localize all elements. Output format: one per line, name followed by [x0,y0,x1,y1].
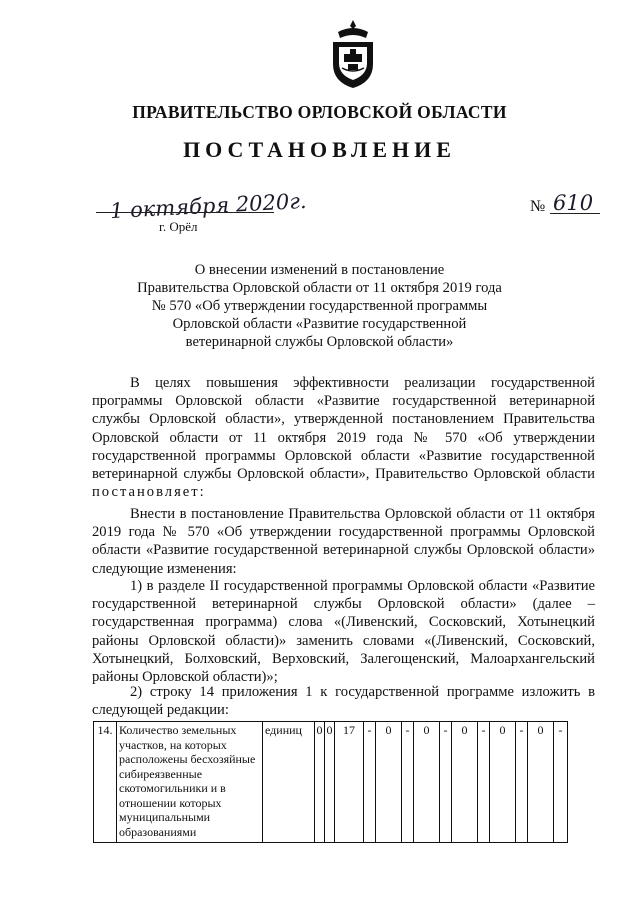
value-cell: 17 [335,722,364,843]
resolves-word: постановляет: [92,484,206,501]
subject-line: ветеринарной службы Орловской области» [185,334,454,350]
handwritten-date: 1 октября 2020г. [109,188,308,224]
number-underline [550,213,600,214]
table-row [94,722,568,843]
government-title: ПРАВИТЕЛЬСТВО ОРЛОВСКОЙ ОБЛАСТИ [132,102,507,122]
value-cell: 0 [528,722,554,843]
date-underline [96,212,274,213]
value-cell: 0 [315,722,325,843]
value-cell: - [516,722,528,843]
value-cell: - [478,722,490,843]
value-cell: 0 [414,722,440,843]
amendment-item-2-text: 2) строку 14 приложения 1 к государственной программе изложить в следующей редакции: [92,684,595,719]
document-type-title: ПОСТАНОВЛЕНИЕ [183,137,456,162]
coat-of-arms-icon [330,18,376,90]
amendment-item-2 [92,683,595,719]
value-cell: 0 [452,722,478,843]
value-cell: - [554,722,568,843]
city-label: г. Орёл [159,219,198,234]
value-cell: - [402,722,414,843]
value-cell: - [364,722,376,843]
preamble-text: В целях повышения эффективности реализации государственной программы Орловской области «Развитие государственной ветеринарной службы Орловской области», утвержденной постановлением Правительства Орловской области от 11 октября 2019 года № 570 «Об утверждении государственной программы Орловской области «Развитие государственной ветеринарной службы Орловской области», Правительство Орловской области [92,375,595,483]
subject-line: № 570 «Об утверждении государственной программы [151,298,488,314]
subject-line: Правительства Орловской области от 11 октября 2019 года [137,280,502,296]
subject-line: О внесении изменений в постановление [194,262,445,278]
amendment-item-1-text: 1) в разделе II государственной программы Орловской области «Развитие государственной ветеринарной службы Орловской области» (далее – государственная программа) слова «(Ливенский, Сосковский, Хотынецкий районы Орловской области)» заменить словами «(Ливенский, Сосковский, Хотынецкий, Болховский, Верховский, Залегощенский, Малоархангельский районы Орловской области)»; [92,578,595,686]
amendment-intro-text: Внести в постановление Правительства Орловской области от 11 октября 2019 года № 570 «Об утверждении государственной программы Орловской области «Развитие государственной ветеринарной службы Орловской области» следующие изменения: [92,506,595,577]
value-cell: 0 [376,722,402,843]
amendment-intro-paragraph [92,505,595,578]
row-number-cell: 14. [94,722,117,843]
value-cell: - [440,722,452,843]
handwritten-number: 610 [553,191,594,215]
document-subject [0,261,639,351]
unit-cell: единиц [263,722,315,843]
indicator-cell: Количество земельных участков, на которых расположены бесхозяйные сибиреязвенные скотомогильники и в отношении которых муниципальными образованиями [117,722,263,843]
value-cell: 0 [325,722,335,843]
amendment-item-1 [92,577,595,686]
value-cell: 0 [490,722,516,843]
subject-line: Орловской области «Развитие государственной [172,316,467,332]
number-label: № [530,198,546,215]
preamble-paragraph [92,374,595,501]
indicator-table [93,721,568,843]
